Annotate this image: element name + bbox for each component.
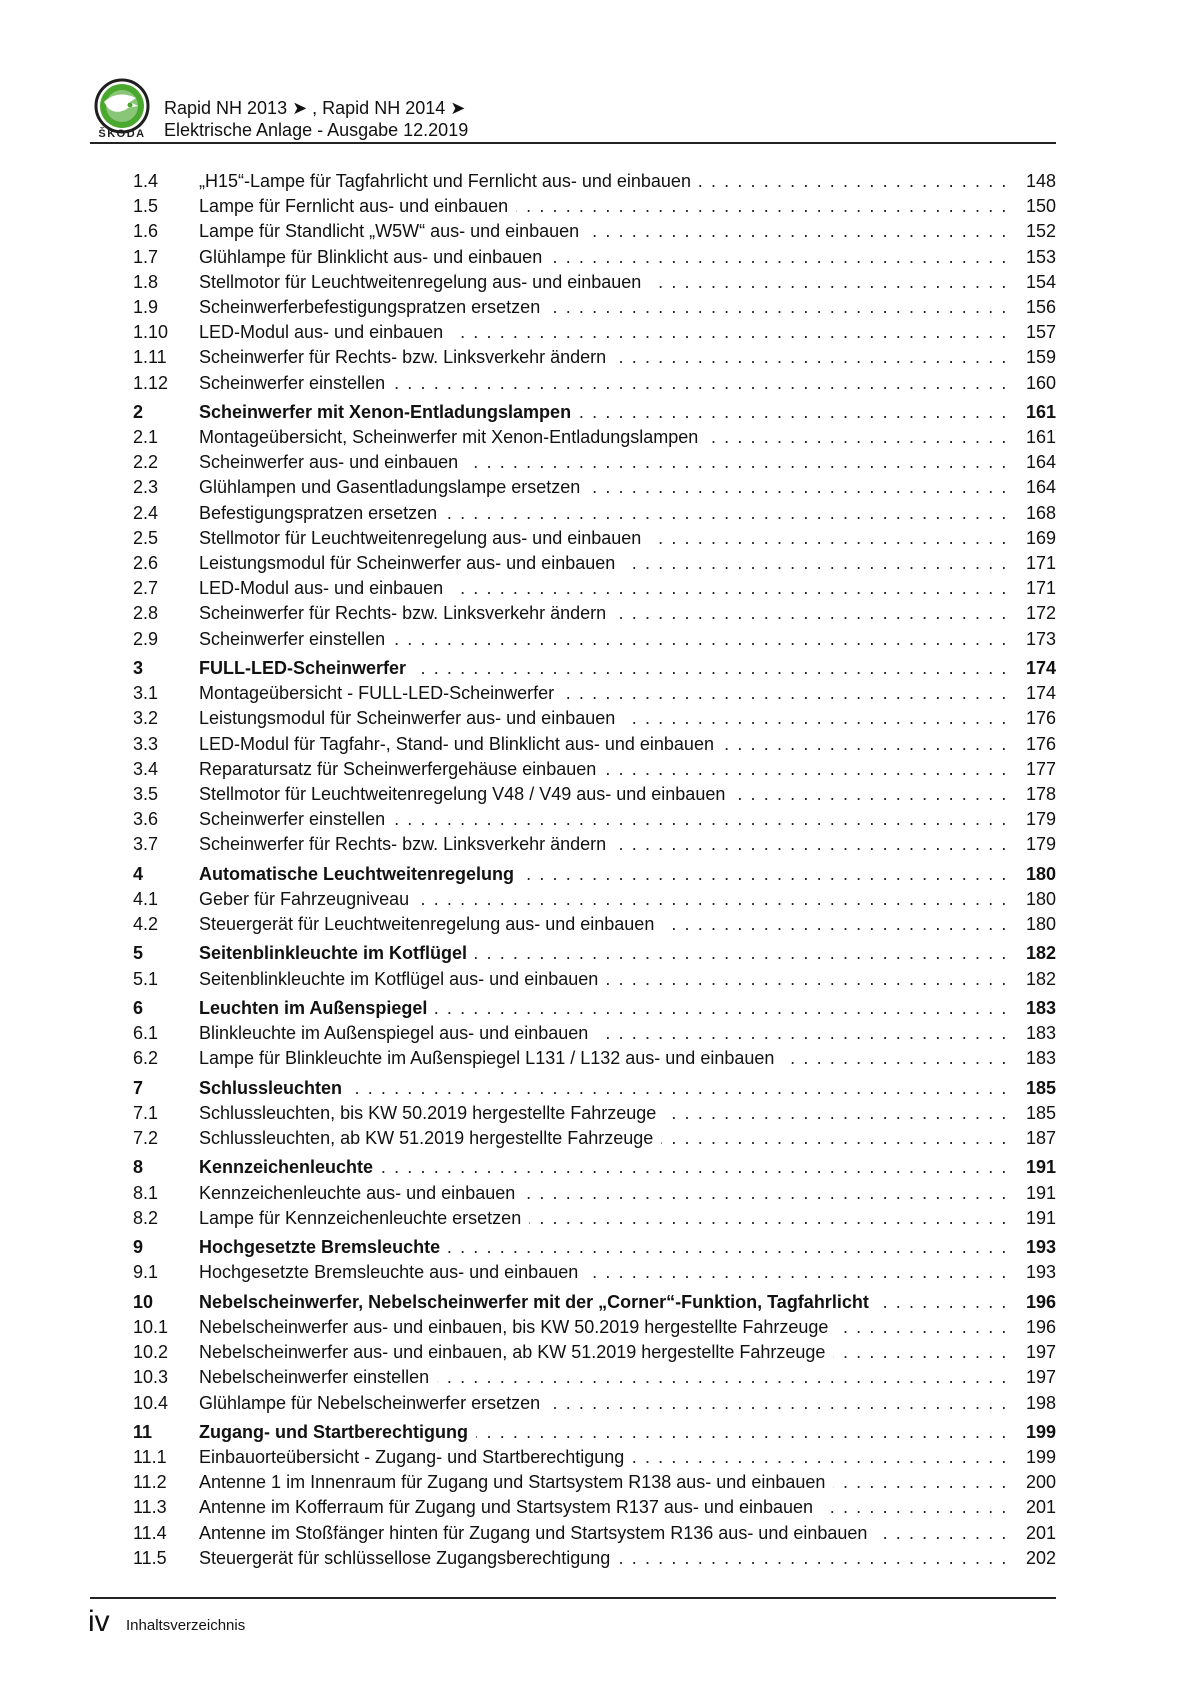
toc-entry-row[interactable] [133, 967, 1056, 992]
toc-chapter-row[interactable] [133, 862, 1056, 887]
toc-number: 3.1 [133, 683, 159, 704]
toc-entry-row[interactable] [133, 1021, 1056, 1046]
toc-title-text: Nebelscheinwerfer einstellen [199, 1367, 437, 1387]
toc-entry-row[interactable] [133, 1495, 1056, 1520]
toc-page-number: 169 [1025, 527, 1056, 548]
toc-title [199, 1260, 1008, 1285]
toc-page-number: 161 [1025, 427, 1056, 448]
toc-page-number: 201 [1025, 1497, 1056, 1518]
toc-title [199, 1445, 1008, 1470]
toc-entry-row[interactable] [133, 1260, 1056, 1285]
toc-page-number: 191 [1025, 1157, 1056, 1178]
toc-number: 4.2 [133, 914, 159, 934]
toc-title [199, 526, 1008, 551]
toc-entry-row[interactable] [133, 887, 1056, 912]
toc-entry-row[interactable] [133, 832, 1056, 857]
toc-entry-row[interactable] [133, 782, 1056, 807]
toc-number: 10 [133, 1291, 154, 1312]
toc-page-number: 168 [1025, 502, 1056, 523]
toc-page-number: 148 [1025, 171, 1056, 191]
toc-page-number: 154 [1025, 271, 1056, 292]
toc-number: 10.4 [133, 1392, 169, 1413]
toc-entry-row[interactable] [133, 732, 1056, 757]
toc-title-text: Schlussleuchten, ab KW 51.2019 hergestellte Fahrzeuge [199, 1128, 661, 1148]
toc-title-text: Scheinwerfer aus- und einbauen [199, 452, 466, 472]
toc-number: 3.6 [133, 809, 159, 830]
toc-title-text: Glühlampen und Gasentladungslampe ersetzen [199, 477, 588, 497]
toc-number: 1.7 [133, 246, 159, 267]
toc-page-number: 153 [1025, 246, 1056, 267]
toc-page-number: 157 [1025, 322, 1056, 343]
toc-page-number: 193 [1025, 1237, 1056, 1258]
toc-title [199, 967, 1008, 992]
toc-title-text: Scheinwerfer einstellen [199, 809, 393, 829]
toc-entry-row[interactable] [133, 576, 1056, 601]
toc-title-text: Scheinwerfer für Rechts- bzw. Linksverkehr ändern [199, 834, 614, 854]
toc-page-number: 197 [1025, 1342, 1056, 1363]
toc-chapter-row[interactable] [133, 1290, 1056, 1315]
toc-entry-row[interactable] [133, 1521, 1056, 1546]
toc-entry-row[interactable] [133, 501, 1056, 526]
toc-number: 4.1 [133, 888, 159, 909]
toc-page-number: 156 [1025, 296, 1056, 317]
toc-entry-row[interactable] [133, 1365, 1056, 1390]
toc-entry-row[interactable] [133, 912, 1056, 937]
toc-page-number: 200 [1025, 1472, 1056, 1493]
toc-chapter-row[interactable] [133, 1420, 1056, 1445]
toc-title-text: Zugang- und Startberechtigung [199, 1422, 476, 1442]
toc-title-text: Scheinwerferbefestigungspratzen ersetzen [199, 297, 548, 317]
toc-number: 11.1 [133, 1447, 167, 1468]
toc-title [199, 1315, 1008, 1340]
toc-number: 6.2 [133, 1048, 159, 1069]
toc-title [199, 706, 1008, 731]
toc-title-text: Antenne 1 im Innenraum für Zugang und Startsystem R138 aus- und einbauen [199, 1472, 833, 1492]
toc-number: 11 [133, 1421, 153, 1442]
toc-title-text: Antenne im Stoßfänger hinten für Zugang und Startsystem R136 aus- und einbauen [199, 1523, 875, 1543]
toc-page-number: 182 [1025, 943, 1056, 964]
toc-title [199, 400, 1008, 425]
toc-title-text: Leistungsmodul für Scheinwerfer aus- und einbauen [199, 708, 623, 728]
toc-title-text: Seitenblinkleuchte im Kotflügel [199, 943, 475, 963]
toc-number: 6.1 [133, 1023, 159, 1044]
toc-number: 11.5 [133, 1547, 167, 1568]
toc-title-text: Stellmotor für Leuchtweitenregelung aus- und einbauen [199, 272, 649, 292]
toc-title [199, 1290, 1008, 1315]
toc-title [199, 475, 1008, 500]
toc-title [199, 576, 1008, 601]
toc-title-text: LED-Modul für Tagfahr-, Stand- und Blinklicht aus- und einbauen [199, 734, 722, 754]
toc-page-number: 202 [1025, 1547, 1056, 1568]
toc-title-text: Antenne im Kofferraum für Zugang und Startsystem R137 aus- und einbauen [199, 1497, 821, 1517]
toc-page-number: 180 [1025, 888, 1056, 909]
toc-title-text: Kennzeichenleuchte [199, 1157, 381, 1177]
toc-page-number: 183 [1025, 1023, 1056, 1044]
toc-page-number: 201 [1025, 1522, 1056, 1543]
toc-number: 8 [133, 1157, 144, 1178]
toc-entry-row[interactable] [133, 1315, 1056, 1340]
toc-page-number: 150 [1025, 196, 1056, 217]
toc-number: 3.4 [133, 758, 159, 779]
toc-title [199, 996, 1008, 1021]
toc-entry-row[interactable] [133, 295, 1056, 320]
toc-page-number: 177 [1025, 758, 1056, 779]
toc-number: 4 [133, 863, 144, 884]
toc-title [199, 194, 1008, 219]
toc-title-text: Lampe für Fernlicht aus- und einbauen [199, 196, 516, 216]
toc-page-number: 174 [1025, 657, 1056, 678]
toc-number: 1.10 [133, 322, 169, 343]
toc-entry-row[interactable] [133, 194, 1056, 219]
toc-title [199, 425, 1008, 450]
toc-title-text: Lampe für Kennzeichenleuchte ersetzen [199, 1208, 529, 1228]
toc-entry-row[interactable] [133, 706, 1056, 731]
toc-number: 2.3 [133, 477, 159, 498]
toc-entry-row[interactable] [133, 526, 1056, 551]
toc-chapter-row[interactable] [133, 1155, 1056, 1180]
toc-page-number: 183 [1025, 1048, 1056, 1069]
toc-title [199, 1365, 1008, 1390]
toc-page-number: 171 [1025, 553, 1056, 573]
toc-page-number: 179 [1025, 809, 1056, 830]
toc-title [199, 1391, 1008, 1416]
toc-number: 6 [133, 997, 144, 1018]
toc-title-text: Hochgesetzte Bremsleuchte aus- und einbauen [199, 1262, 586, 1282]
toc-title [199, 1101, 1008, 1126]
toc-page-number: 185 [1025, 1102, 1056, 1123]
toc-title-text: LED-Modul aus- und einbauen [199, 578, 451, 598]
toc-title [199, 551, 1008, 576]
toc-entry-row[interactable] [133, 245, 1056, 270]
toc-page-number: 196 [1025, 1316, 1056, 1337]
toc-number: 3.7 [133, 834, 159, 855]
toc-page-number: 187 [1025, 1128, 1056, 1149]
toc-page-number: 199 [1025, 1447, 1056, 1468]
toc-number: 2.9 [133, 628, 159, 649]
toc-chapter-row[interactable] [133, 400, 1056, 425]
toc-page-number: 180 [1025, 863, 1056, 884]
toc-number: 11.2 [133, 1472, 167, 1493]
toc-page-number: 174 [1025, 683, 1056, 704]
toc-number: 10.1 [133, 1316, 169, 1337]
toc-title [199, 1235, 1008, 1260]
toc-title [199, 681, 1008, 706]
toc-title-text: Scheinwerfer für Rechts- bzw. Linksverkehr ändern [199, 347, 614, 367]
toc-title-text: Nebelscheinwerfer aus- und einbauen, bis KW 50.2019 hergestellte Fahrzeuge [199, 1317, 836, 1337]
toc-number: 8.2 [133, 1207, 159, 1228]
toc-title [199, 1546, 1008, 1571]
toc-title-text: Steuergerät für schlüssellose Zugangsberechtigung [199, 1548, 618, 1568]
toc-title [199, 245, 1008, 270]
toc-number: 2.7 [133, 578, 159, 599]
toc-chapter-row[interactable] [133, 1235, 1056, 1260]
toc-title-text: Hochgesetzte Bremsleuchte [199, 1237, 448, 1257]
toc-chapter-row[interactable] [133, 996, 1056, 1021]
toc-entry-row[interactable] [133, 219, 1056, 244]
toc-title [199, 169, 1008, 194]
toc-page-number: 180 [1025, 914, 1056, 934]
toc-title [199, 887, 1008, 912]
toc-number: 2.2 [133, 452, 159, 473]
toc-title-text: Befestigungspratzen ersetzen [199, 503, 445, 523]
toc-entry-row[interactable] [133, 757, 1056, 782]
toc-title-text: Steuergerät für Leuchtweitenregelung aus- und einbauen [199, 914, 662, 934]
toc-title-text: Blinkleuchte im Außenspiegel aus- und einbauen [199, 1023, 596, 1043]
toc-entry-row[interactable] [133, 270, 1056, 295]
toc-entry-row[interactable] [133, 1391, 1056, 1416]
toc-title-text: Scheinwerfer einstellen [199, 629, 393, 649]
toc-title-text: Montageübersicht, Scheinwerfer mit Xenon-Entladungslampen [199, 427, 706, 447]
toc-title-text: Leistungsmodul für Scheinwerfer aus- und einbauen [199, 553, 623, 573]
toc-number: 5.1 [133, 968, 159, 989]
toc-title-text: Scheinwerfer für Rechts- bzw. Linksverkehr ändern [199, 603, 614, 623]
toc-title-text: Reparatursatz für Scheinwerfergehäuse einbauen [199, 759, 604, 779]
toc-title-text: Lampe für Blinkleuchte im Außenspiegel L131 / L132 aus- und einbauen [199, 1048, 782, 1068]
toc-number: 9 [133, 1237, 144, 1258]
toc-title [199, 627, 1008, 652]
toc-page-number: 196 [1025, 1291, 1056, 1312]
toc-page-number: 191 [1025, 1207, 1056, 1228]
toc-title [199, 295, 1008, 320]
toc-entry-row[interactable] [133, 627, 1056, 652]
toc-title [199, 1181, 1008, 1206]
toc-title-text: FULL-LED-Scheinwerfer [199, 658, 414, 678]
toc-chapter-row[interactable] [133, 1076, 1056, 1101]
toc-title [199, 1126, 1008, 1151]
toc-entry-row[interactable] [133, 1181, 1056, 1206]
footer-page-number: iv [88, 1605, 110, 1638]
toc-entry-row[interactable] [133, 681, 1056, 706]
toc-entry-row[interactable] [133, 169, 1056, 194]
toc-title-text: Leuchten im Außenspiegel [199, 998, 435, 1018]
toc-page-number: 161 [1025, 401, 1056, 422]
toc-page-number: 179 [1025, 834, 1056, 855]
toc-number: 2.8 [133, 603, 159, 624]
toc-number: 11.4 [133, 1522, 167, 1543]
toc-page-number: 178 [1025, 783, 1056, 804]
toc-entry-row[interactable] [133, 807, 1056, 832]
toc-number: 3.3 [133, 733, 159, 754]
toc-number: 10.2 [133, 1342, 169, 1363]
document-subtitle: Elektrische Anlage - Ausgabe 12.2019 [164, 120, 469, 140]
toc-title-text: Lampe für Standlicht „W5W“ aus- und einbauen [199, 221, 587, 241]
toc-title [199, 450, 1008, 475]
toc-title [199, 732, 1008, 757]
toc-entry-row[interactable] [133, 1126, 1056, 1151]
toc-number: 1.12 [133, 372, 169, 393]
toc-number: 1.8 [133, 271, 159, 292]
toc-entry-row[interactable] [133, 1101, 1056, 1126]
toc-number: 10.3 [133, 1367, 169, 1388]
toc-number: 1.9 [133, 296, 159, 317]
brand-wordmark: ŠKODA [98, 128, 146, 140]
toc-title-text: Geber für Fahrzeugniveau [199, 889, 417, 909]
toc-title-text: Schlussleuchten [199, 1078, 350, 1098]
toc-entry-row[interactable] [133, 320, 1056, 345]
toc-title-text: Glühlampe für Blinklicht aus- und einbauen [199, 247, 550, 267]
toc-page-number: 193 [1025, 1262, 1056, 1283]
toc-page-number: 176 [1025, 733, 1056, 754]
toc-title-text: Stellmotor für Leuchtweitenregelung V48 / V49 aus- und einbauen [199, 784, 733, 804]
toc-number: 3 [133, 657, 144, 678]
toc-entry-row[interactable] [133, 1340, 1056, 1365]
toc-page-number: 198 [1025, 1392, 1056, 1413]
toc-number: 9.1 [133, 1262, 159, 1283]
toc-title [199, 1155, 1008, 1180]
document-model-title: Rapid NH 2013 ➤ , Rapid NH 2014 ➤ [164, 98, 466, 118]
toc-page-number: 160 [1025, 372, 1056, 393]
toc-title-text: Stellmotor für Leuchtweitenregelung aus- und einbauen [199, 528, 649, 548]
toc-number: 1.6 [133, 221, 159, 242]
toc-entry-row[interactable] [133, 1046, 1056, 1071]
toc-number: 5 [133, 943, 144, 964]
toc-number: 2.5 [133, 527, 159, 548]
toc-title [199, 1021, 1008, 1046]
toc-entry-row[interactable] [133, 1445, 1056, 1470]
header-divider [90, 142, 1056, 144]
toc-number: 2.4 [133, 502, 159, 523]
toc-entry-row[interactable] [133, 1206, 1056, 1231]
toc-title [199, 601, 1008, 626]
toc-title [199, 1046, 1008, 1071]
toc-entry-row[interactable] [133, 475, 1056, 500]
toc-title-text: „H15“-Lampe für Tagfahrlicht und Fernlicht aus- und einbauen [199, 171, 699, 191]
toc-title [199, 656, 1008, 681]
toc-entry-row[interactable] [133, 345, 1056, 370]
toc-title [199, 1340, 1008, 1365]
toc-entry-row[interactable] [133, 425, 1056, 450]
footer-section-label: Inhaltsverzeichnis [126, 1617, 246, 1634]
toc-title [199, 782, 1008, 807]
toc-title [199, 1076, 1008, 1101]
toc-title [199, 219, 1008, 244]
toc-page-number: 171 [1025, 578, 1056, 599]
toc-number: 1.4 [133, 171, 159, 191]
toc-page-number: 185 [1025, 1077, 1056, 1098]
toc-page-number: 182 [1025, 968, 1056, 989]
toc-page-number: 173 [1025, 628, 1056, 649]
toc-number: 2.1 [133, 427, 159, 448]
toc-entry-row[interactable] [133, 1546, 1056, 1571]
toc-title [199, 1206, 1008, 1231]
toc-title-text: Scheinwerfer mit Xenon-Entladungslampen [199, 402, 579, 422]
toc-page-number: 172 [1025, 603, 1056, 624]
toc-number: 3.5 [133, 783, 159, 804]
toc-page-number: 164 [1025, 477, 1056, 498]
toc-number: 1.11 [133, 347, 167, 368]
toc-page-number: 164 [1025, 452, 1056, 473]
toc-title-text: Schlussleuchten, bis KW 50.2019 hergestellte Fahrzeuge [199, 1103, 664, 1123]
toc-title [199, 371, 1008, 396]
toc-page-number: 152 [1025, 221, 1056, 242]
toc-page-number: 199 [1025, 1421, 1056, 1442]
toc-number: 7.2 [133, 1128, 159, 1149]
toc-title [199, 832, 1008, 857]
toc-page-number: 197 [1025, 1367, 1056, 1388]
toc-title-text: Nebelscheinwerfer, Nebelscheinwerfer mit der „Corner“-Funktion, Tagfahrlicht [199, 1292, 877, 1312]
toc-title-text: Seitenblinkleuchte im Kotflügel aus- und einbauen [199, 969, 606, 989]
toc-title [199, 501, 1008, 526]
toc-title [199, 320, 1008, 345]
toc-title-text: Automatische Leuchtweitenregelung [199, 864, 522, 884]
toc-page-number: 176 [1025, 708, 1056, 729]
toc-title [199, 345, 1008, 370]
toc-page-number: 159 [1025, 347, 1056, 368]
toc-chapter-row[interactable] [133, 656, 1056, 681]
toc-number: 2 [133, 401, 144, 422]
toc-entry-row[interactable] [133, 551, 1056, 576]
page-header [90, 72, 1056, 142]
toc-title-text: Nebelscheinwerfer aus- und einbauen, ab KW 51.2019 hergestellte Fahrzeuge [199, 1342, 833, 1362]
toc-entry-row[interactable] [133, 371, 1056, 396]
toc-number: 8.1 [133, 1182, 159, 1203]
toc-number: 3.2 [133, 708, 159, 729]
toc-title [199, 807, 1008, 832]
toc-title-text: LED-Modul aus- und einbauen [199, 322, 451, 342]
toc-title [199, 941, 1008, 966]
toc-number: 7 [133, 1077, 144, 1098]
toc-title-text: Einbauorteübersicht - Zugang- und Startberechtigung [199, 1447, 632, 1467]
toc-entry-row[interactable] [133, 1470, 1056, 1495]
toc-number: 7.1 [133, 1102, 159, 1123]
toc-title [199, 757, 1008, 782]
toc-title [199, 1521, 1008, 1546]
toc-title [199, 1420, 1008, 1445]
toc-page-number: 183 [1025, 997, 1056, 1018]
toc-title-text: Glühlampe für Nebelscheinwerfer ersetzen [199, 1393, 548, 1413]
toc-number: 1.5 [133, 196, 159, 217]
toc-title-text: Scheinwerfer einstellen [199, 373, 393, 393]
toc-entry-row[interactable] [133, 601, 1056, 626]
toc-title [199, 862, 1008, 887]
toc-number: 11.3 [133, 1497, 167, 1518]
toc-title-text: Kennzeichenleuchte aus- und einbauen [199, 1183, 523, 1203]
toc-title [199, 912, 1008, 937]
toc-number: 2.6 [133, 553, 159, 573]
table-of-contents [133, 169, 1056, 1571]
toc-page-number: 191 [1025, 1182, 1056, 1203]
toc-title [199, 1495, 1008, 1520]
toc-title-text: Montageübersicht - FULL-LED-Scheinwerfer [199, 683, 562, 703]
footer-divider [90, 1597, 1056, 1599]
toc-title [199, 270, 1008, 295]
toc-chapter-row[interactable] [133, 941, 1056, 966]
toc-entry-row[interactable] [133, 450, 1056, 475]
toc-title [199, 1470, 1008, 1495]
